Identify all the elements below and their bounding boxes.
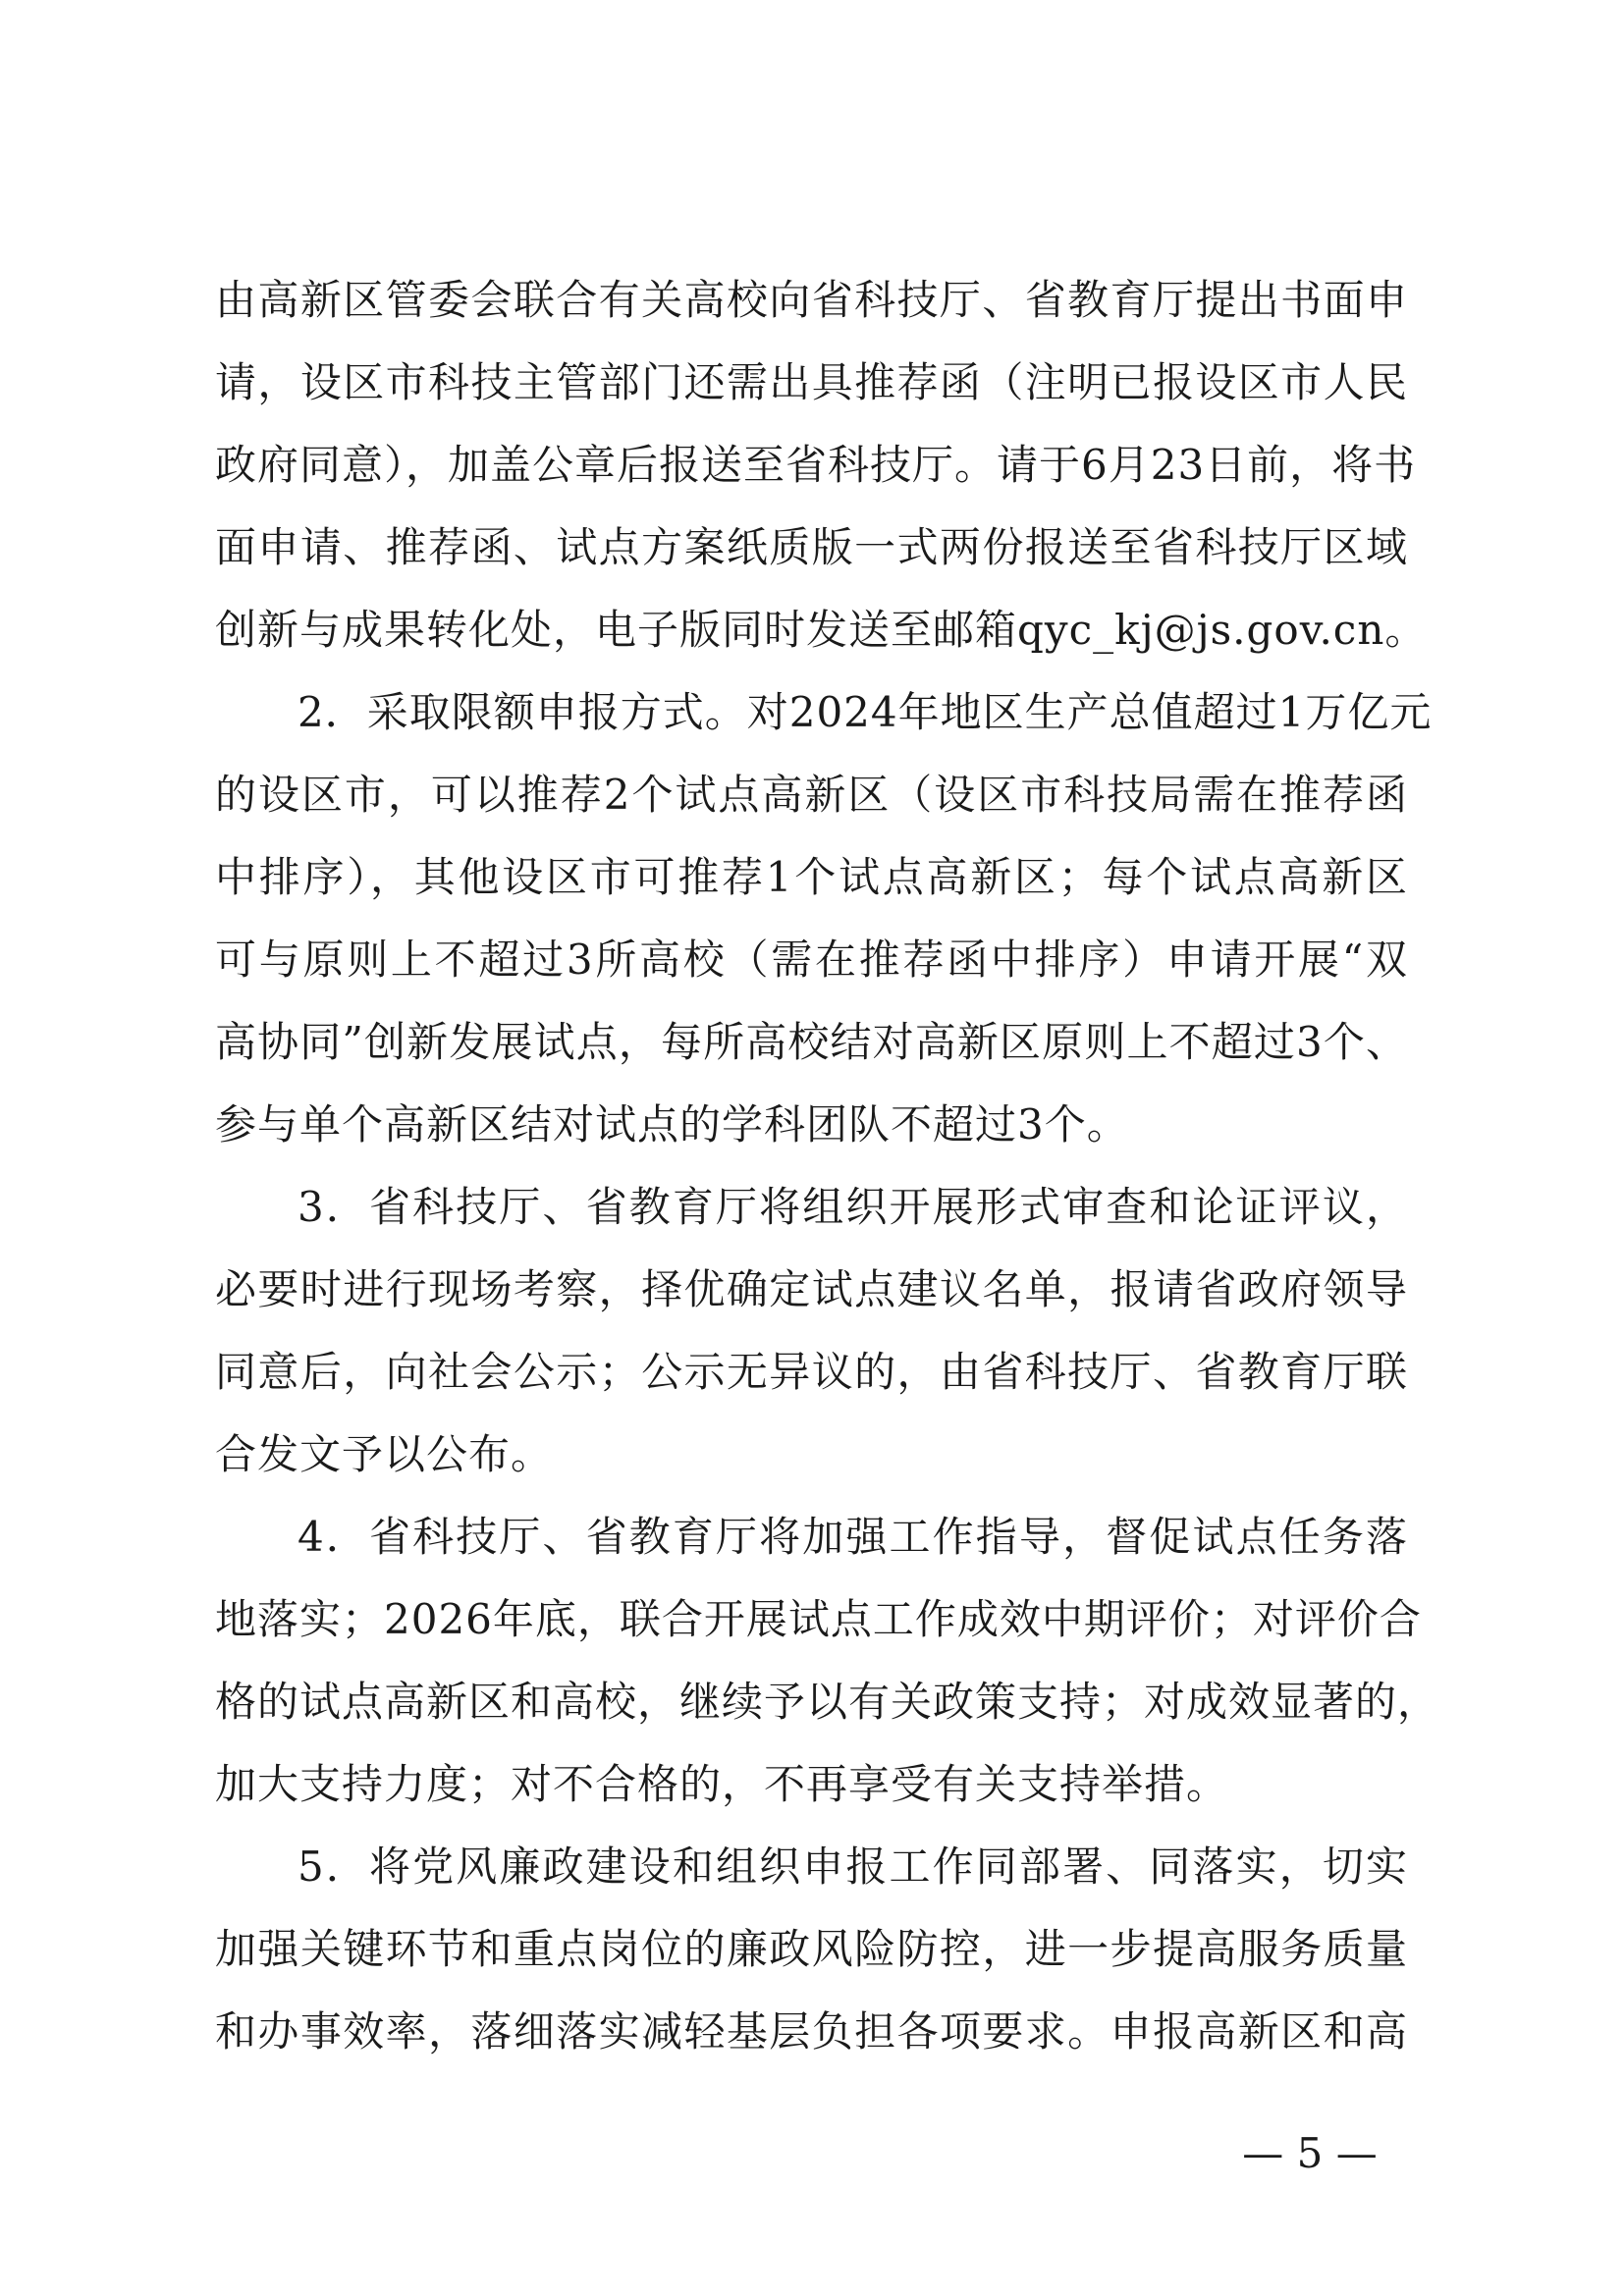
text-line: 中排序），其他设区市可推荐1个试点高新区；每个试点高新区 <box>215 853 1408 901</box>
text-line: 必要时进行现场考察，择优确定试点建议名单，报请省政府领导 <box>215 1265 1408 1313</box>
text-line: 由高新区管委会联合有关高校向省科技厅、省教育厅提出书面申 <box>215 276 1408 324</box>
text-line: 和办事效率，落细落实减轻基层负担各项要求。申报高新区和高 <box>215 2007 1408 2056</box>
text-line: 政府同意），加盖公章后报送至省科技厅。请于6月23日前，将书 <box>215 441 1417 489</box>
text-line: 的设区市，可以推荐2个试点高新区（设区市科技局需在推荐函 <box>215 771 1408 819</box>
text-line: 加大支持力度；对不合格的，不再享受有关支持举措。 <box>215 1760 1229 1808</box>
paragraph-start-line: 5．将党风廉政建设和组织申报工作同部署、同落实，切实 <box>298 1842 1408 1891</box>
page-number: — 5 — <box>1242 2129 1378 2177</box>
paragraph-start-line: 3．省科技厅、省教育厅将组织开展形式审查和论证评议， <box>298 1183 1408 1231</box>
text-line: 加强关键环节和重点岗位的廉政风险防控，进一步提高服务质量 <box>215 1925 1408 1973</box>
text-line: 格的试点高新区和高校，继续予以有关政策支持；对成效显著的， <box>215 1678 1440 1726</box>
text-line: 参与单个高新区结对试点的学科团队不超过3个。 <box>215 1100 1129 1148</box>
text-line: 可与原则上不超过3所高校（需在推荐函中排序）申请开展“双 <box>215 935 1408 984</box>
text-line: 高协同”创新发展试点，每所高校结对高新区原则上不超过3个、 <box>215 1018 1408 1066</box>
text-line: 创新与成果转化处，电子版同时发送至邮箱qyc_kj@js.gov.cn。 <box>215 606 1428 654</box>
text-line: 面申请、推荐函、试点方案纸质版一式两份报送至省科技厅区域 <box>215 523 1408 571</box>
paragraph-start-line: 4．省科技厅、省教育厅将加强工作指导，督促试点任务落 <box>298 1513 1408 1561</box>
text-line: 同意后，向社会公示；公示无异议的，由省科技厅、省教育厅联 <box>215 1348 1408 1396</box>
text-line: 地落实；2026年底，联合开展试点工作成效中期评价；对评价合 <box>215 1595 1422 1643</box>
paragraph-start-line: 2．采取限额申报方式。对2024年地区生产总值超过1万亿元 <box>298 688 1433 736</box>
text-line: 请，设区市科技主管部门还需出具推荐函（注明已报设区市人民 <box>215 358 1408 406</box>
text-line: 合发文予以公布。 <box>215 1430 554 1478</box>
